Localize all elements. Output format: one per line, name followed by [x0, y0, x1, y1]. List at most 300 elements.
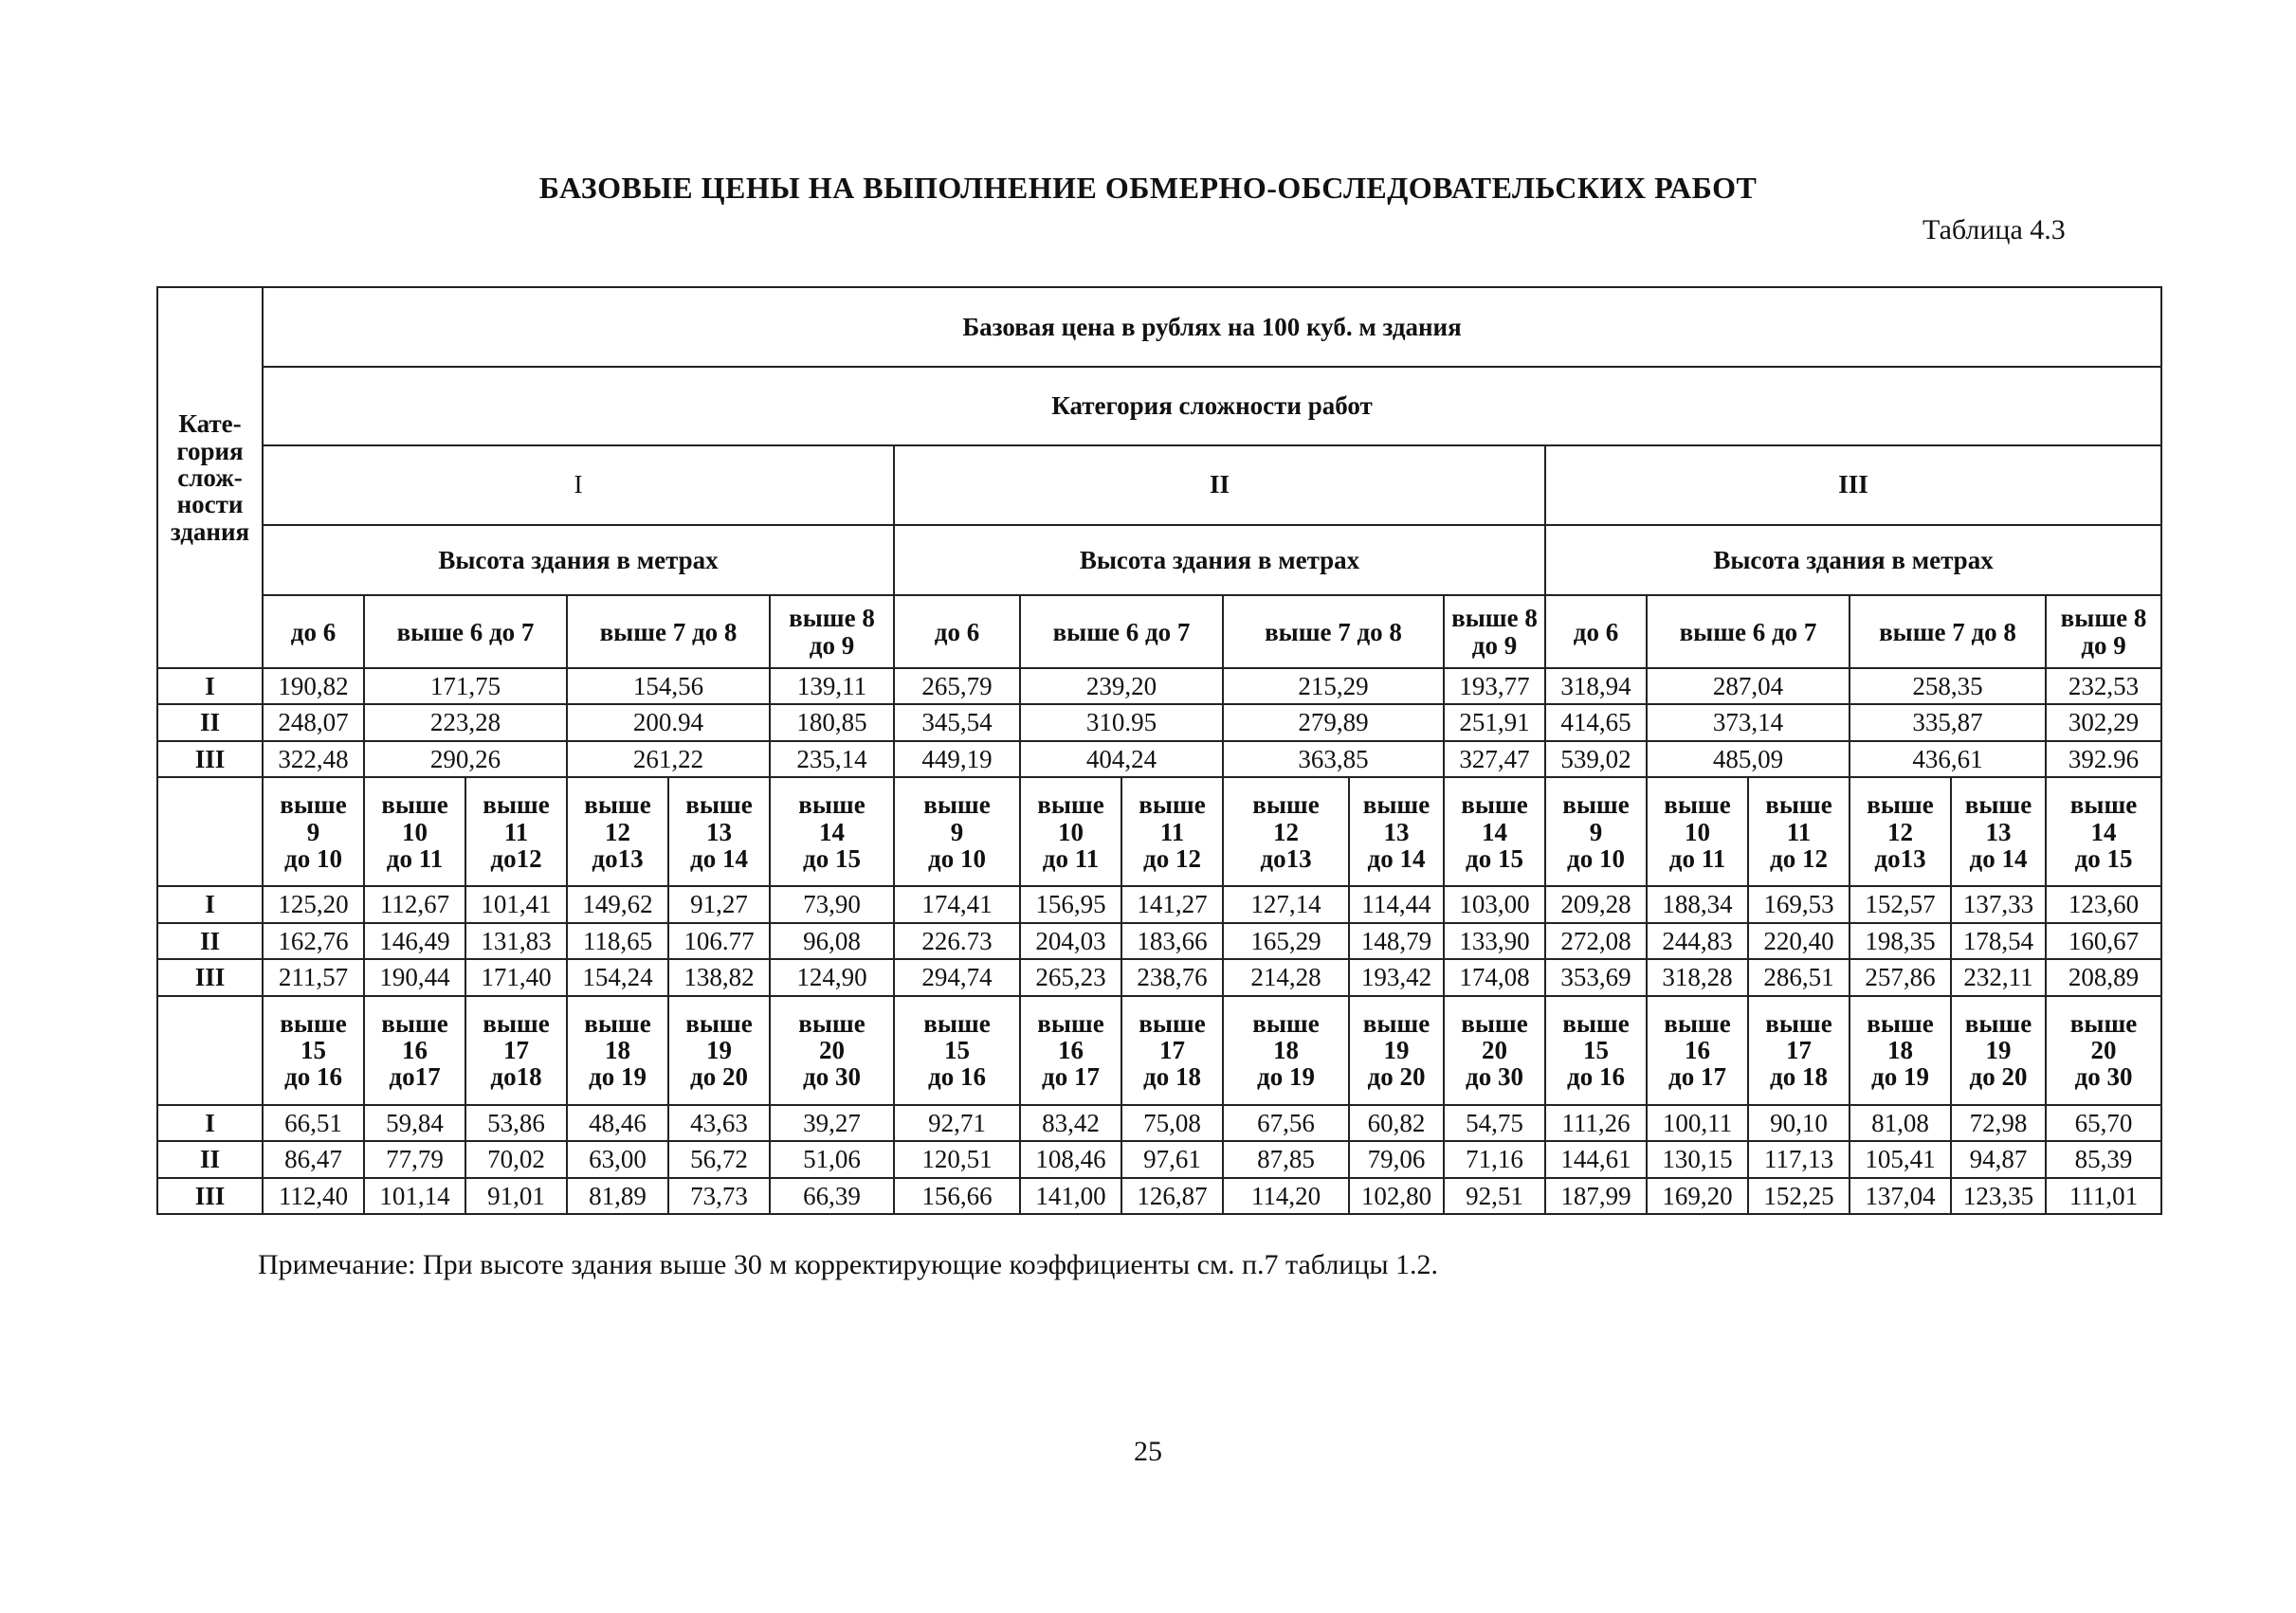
price-value: 112,67 [364, 886, 465, 922]
price-value: 83,42 [1020, 1105, 1121, 1141]
height-range-label [263, 777, 364, 886]
building-category-label: II [157, 923, 263, 959]
height-range-label [1444, 777, 1545, 886]
price-value: 105,41 [1850, 1141, 1951, 1177]
height-range-part: выше [280, 790, 347, 820]
height-range-part: 17 [1159, 1035, 1185, 1064]
table-label: Таблица 4.3 [1922, 214, 2066, 245]
price-value: 162,76 [263, 923, 364, 959]
price-value: 85,39 [2046, 1141, 2161, 1177]
height-range-label: до 6 [1545, 595, 1647, 668]
height-range-part: выше [1964, 790, 2032, 820]
height-range-part: 13 [706, 817, 732, 846]
price-value: 200.94 [567, 704, 770, 740]
price-value: 190,82 [263, 668, 364, 704]
price-value: 169,53 [1748, 886, 1850, 922]
price-value: 436,61 [1850, 741, 2046, 777]
height-range-part: выше [1252, 790, 1320, 820]
height-range-part: до13 [592, 843, 644, 873]
height-range-label [770, 996, 894, 1105]
price-value: 265,23 [1020, 959, 1121, 995]
height-range-part: выше [1562, 1008, 1630, 1038]
price-value: 353,69 [1545, 959, 1647, 995]
price-value: 265,79 [894, 668, 1020, 704]
data-row [157, 1141, 2161, 1177]
header-row-work-category [157, 367, 2161, 445]
price-value: 258,35 [1850, 668, 2046, 704]
height-range-part: до 20 [690, 1062, 748, 1092]
height-range-label [1748, 996, 1850, 1105]
building-category-header: Кате-гория слож-ности здания [157, 287, 263, 668]
height-range-label: до 6 [894, 595, 1020, 668]
header-row-ranges [157, 996, 2161, 1105]
building-category-label: I [157, 668, 263, 704]
height-range-part: 14 [2090, 817, 2117, 846]
height-range-part: выше [798, 790, 866, 820]
height-range-label [1748, 777, 1850, 886]
height-range-label: выше 8 до 9 [2046, 595, 2161, 668]
price-value: 165,29 [1223, 923, 1349, 959]
height-range-part: выше [1362, 790, 1430, 820]
price-value: 92,71 [894, 1105, 1020, 1141]
height-range-part: 11 [1786, 817, 1812, 846]
height-range-part: до 10 [928, 843, 986, 873]
price-value: 65,70 [2046, 1105, 2161, 1141]
price-value: 198,35 [1850, 923, 1951, 959]
building-category-label: III [157, 1178, 263, 1214]
data-row [157, 704, 2161, 740]
price-value: 214,28 [1223, 959, 1349, 995]
price-value: 102,80 [1349, 1178, 1444, 1214]
price-value: 327,47 [1444, 741, 1545, 777]
height-range-part: до 14 [1969, 843, 2028, 873]
price-value: 335,87 [1850, 704, 2046, 740]
height-range-part: до 17 [1668, 1062, 1726, 1092]
price-value: 79,06 [1349, 1141, 1444, 1177]
work-category-1: I [263, 445, 894, 525]
height-range-label [770, 777, 894, 886]
header-row-ranges [157, 777, 2161, 886]
height-range-label [668, 777, 770, 886]
price-value: 178,54 [1951, 923, 2046, 959]
height-range-part: 16 [402, 1035, 428, 1064]
height-range-part: выше [1562, 790, 1630, 820]
height-range-part: 9 [1589, 817, 1603, 846]
height-range-part: выше [381, 790, 448, 820]
price-value: 48,46 [567, 1105, 668, 1141]
price-value: 363,85 [1223, 741, 1444, 777]
price-value: 211,57 [263, 959, 364, 995]
price-value: 71,16 [1444, 1141, 1545, 1177]
height-range-part: выше [1867, 790, 1934, 820]
price-value: 232,53 [2046, 668, 2161, 704]
height-range-part: до 11 [386, 843, 444, 873]
height-range-label [567, 777, 668, 886]
price-value: 318,28 [1647, 959, 1748, 995]
height-range-part: 16 [1685, 1035, 1710, 1064]
price-value: 171,75 [364, 668, 567, 704]
price-value: 539,02 [1545, 741, 1647, 777]
height-range-part: до 19 [589, 1062, 647, 1092]
price-value: 127,14 [1223, 886, 1349, 922]
height-range-label [1121, 996, 1223, 1105]
height-range-label: выше 6 до 7 [1020, 595, 1223, 668]
price-value: 239,20 [1020, 668, 1223, 704]
height-range-part: до 10 [1567, 843, 1625, 873]
price-value: 294,74 [894, 959, 1020, 995]
price-value: 156,95 [1020, 886, 1121, 922]
price-value: 138,82 [668, 959, 770, 995]
price-value: 126,87 [1121, 1178, 1223, 1214]
height-range-label [364, 777, 465, 886]
height-range-part: 10 [402, 817, 428, 846]
height-range-part: 20 [1482, 1035, 1507, 1064]
price-value: 404,24 [1020, 741, 1223, 777]
height-range-part: выше [923, 1008, 991, 1038]
price-value: 286,51 [1748, 959, 1850, 995]
height-header: Высота здания в метрах [263, 525, 894, 596]
height-range-part: выше [1664, 1008, 1731, 1038]
price-value: 345,54 [894, 704, 1020, 740]
height-range-part: 20 [2090, 1035, 2117, 1064]
price-value: 70,02 [465, 1141, 567, 1177]
price-value: 209,28 [1545, 886, 1647, 922]
height-range-part: 12 [1887, 817, 1913, 846]
height-range-label [1951, 777, 2046, 886]
height-range-label [1951, 996, 2046, 1105]
height-range-part: 12 [1273, 817, 1299, 846]
data-row [157, 886, 2161, 922]
height-range-part: выше [1765, 790, 1832, 820]
height-range-label [1020, 996, 1121, 1105]
price-value: 124,90 [770, 959, 894, 995]
height-range-part: до12 [490, 843, 542, 873]
price-value: 322,48 [263, 741, 364, 777]
price-value: 118,65 [567, 923, 668, 959]
data-row [157, 1178, 2161, 1214]
height-range-part: выше [381, 1008, 448, 1038]
height-range-part: выше [1964, 1008, 2032, 1038]
price-value: 114,20 [1223, 1178, 1349, 1214]
building-category-label: III [157, 959, 263, 995]
height-range-label [1444, 996, 1545, 1105]
price-value: 248,07 [263, 704, 364, 740]
price-value: 39,27 [770, 1105, 894, 1141]
height-range-part: выше [2069, 790, 2138, 820]
price-value: 130,15 [1647, 1141, 1748, 1177]
price-value: 272,08 [1545, 923, 1647, 959]
price-value: 174,41 [894, 886, 1020, 922]
price-value: 146,49 [364, 923, 465, 959]
price-value: 485,09 [1647, 741, 1850, 777]
height-range-part: до 20 [1969, 1062, 2028, 1092]
height-range-part: 9 [306, 817, 320, 846]
empty-cell [157, 996, 263, 1105]
price-value: 96,08 [770, 923, 894, 959]
height-range-part: 12 [605, 817, 630, 846]
price-value: 54,75 [1444, 1105, 1545, 1141]
header-row-work-categories [157, 445, 2161, 525]
price-value: 290,26 [364, 741, 567, 777]
empty-cell [157, 777, 263, 886]
height-range-part: до 30 [1466, 1062, 1523, 1092]
price-value: 160,67 [2046, 923, 2161, 959]
height-range-part: 14 [819, 817, 845, 846]
height-range-label [1545, 996, 1647, 1105]
price-table-container [156, 286, 2147, 1215]
price-value: 90,10 [1748, 1105, 1850, 1141]
height-range-part: до 15 [1466, 843, 1523, 873]
height-range-label: выше 6 до 7 [364, 595, 567, 668]
footnote: Примечание: При высоте здания выше 30 м корректирующие коэффициенты см. п.7 таблицы 1.2. [258, 1249, 1439, 1280]
height-range-part: выше [685, 1008, 753, 1038]
work-category-3: III [1545, 445, 2161, 525]
height-header: Высота здания в метрах [894, 525, 1545, 596]
price-value: 141,27 [1121, 886, 1223, 922]
height-range-part: до 20 [1367, 1062, 1426, 1092]
price-value: 154,56 [567, 668, 770, 704]
price-value: 152,57 [1850, 886, 1951, 922]
price-value: 226.73 [894, 923, 1020, 959]
height-range-part: 9 [950, 817, 964, 846]
header-row-price [157, 287, 2161, 367]
height-range-part: выше [584, 790, 651, 820]
height-range-part: выше [798, 1008, 866, 1038]
height-range-label [465, 777, 567, 886]
price-value: 67,56 [1223, 1105, 1349, 1141]
price-value: 392.96 [2046, 741, 2161, 777]
height-header: Высота здания в метрах [1545, 525, 2161, 596]
price-value: 100,11 [1647, 1105, 1748, 1141]
height-range-label: выше 8 до 9 [770, 595, 894, 668]
price-value: 244,83 [1647, 923, 1748, 959]
height-range-part: 19 [1985, 1035, 2012, 1064]
height-range-part: выше [1664, 790, 1731, 820]
height-range-part: до 16 [1567, 1062, 1625, 1092]
price-value: 111,26 [1545, 1105, 1647, 1141]
height-range-part: выше [1139, 1008, 1206, 1038]
price-value: 149,62 [567, 886, 668, 922]
height-range-label [1223, 777, 1349, 886]
price-value: 154,24 [567, 959, 668, 995]
height-range-label: выше 7 до 8 [1223, 595, 1444, 668]
height-range-part: до 18 [1143, 1062, 1201, 1092]
height-range-part: до 11 [1668, 843, 1726, 873]
height-range-part: выше [1037, 790, 1104, 820]
height-range-part: 15 [1583, 1035, 1609, 1064]
height-range-part: до 10 [284, 843, 342, 873]
height-range-label [1020, 777, 1121, 886]
height-range-part: до13 [1260, 843, 1312, 873]
height-range-part: 15 [301, 1035, 326, 1064]
building-category-label: II [157, 1141, 263, 1177]
work-category-header: Категория сложности работ [263, 367, 2161, 445]
price-value: 94,87 [1951, 1141, 2046, 1177]
price-value: 72,98 [1951, 1105, 2046, 1141]
height-range-label [1647, 996, 1748, 1105]
price-value: 156,66 [894, 1178, 1020, 1214]
price-value: 123,35 [1951, 1178, 2046, 1214]
price-value: 91,27 [668, 886, 770, 922]
height-range-label: выше 7 до 8 [567, 595, 770, 668]
price-value: 232,11 [1951, 959, 2046, 995]
price-value: 238,76 [1121, 959, 1223, 995]
price-header: Базовая цена в рублях на 100 куб. м здания [263, 287, 2161, 367]
price-value: 174,08 [1444, 959, 1545, 995]
data-row [157, 668, 2161, 704]
data-row [157, 923, 2161, 959]
height-range-part: выше [2069, 1008, 2138, 1038]
height-range-label [1850, 777, 1951, 886]
height-range-part: 10 [1058, 817, 1084, 846]
price-value: 193,42 [1349, 959, 1444, 995]
price-value: 51,06 [770, 1141, 894, 1177]
height-range-part: выше [483, 1008, 550, 1038]
price-value: 60,82 [1349, 1105, 1444, 1141]
price-value: 81,08 [1850, 1105, 1951, 1141]
price-value: 120,51 [894, 1141, 1020, 1177]
price-value: 279,89 [1223, 704, 1444, 740]
height-range-part: 20 [819, 1035, 845, 1064]
height-range-part: до 30 [803, 1062, 861, 1092]
price-value: 91,01 [465, 1178, 567, 1214]
data-row [157, 741, 2161, 777]
price-value: 220,40 [1748, 923, 1850, 959]
work-category-2: II [894, 445, 1545, 525]
height-range-part: 19 [1383, 1035, 1410, 1064]
price-value: 101,14 [364, 1178, 465, 1214]
height-range-part: выше [483, 790, 550, 820]
price-value: 73,73 [668, 1178, 770, 1214]
building-category-label: II [157, 704, 263, 740]
height-range-label: выше 8 до 9 [1444, 595, 1545, 668]
height-range-label [1349, 777, 1444, 886]
price-value: 92,51 [1444, 1178, 1545, 1214]
height-range-label [1349, 996, 1444, 1105]
price-value: 106.77 [668, 923, 770, 959]
building-category-label: I [157, 886, 263, 922]
price-value: 223,28 [364, 704, 567, 740]
price-value: 235,14 [770, 741, 894, 777]
height-range-part: до 11 [1042, 843, 1100, 873]
height-range-label: выше 6 до 7 [1647, 595, 1850, 668]
height-range-part: 16 [1058, 1035, 1084, 1064]
price-value: 59,84 [364, 1105, 465, 1141]
height-range-label [465, 996, 567, 1105]
height-range-part: до13 [1874, 843, 1926, 873]
height-range-part: 11 [1159, 817, 1185, 846]
height-range-part: до 16 [928, 1062, 986, 1092]
height-range-label [263, 996, 364, 1105]
price-value: 97,61 [1121, 1141, 1223, 1177]
data-row [157, 1105, 2161, 1141]
price-value: 188,34 [1647, 886, 1748, 922]
price-value: 125,20 [263, 886, 364, 922]
height-range-label [668, 996, 770, 1105]
page-number: 25 [1134, 1436, 1162, 1467]
height-range-label [1223, 996, 1349, 1105]
price-value: 131,83 [465, 923, 567, 959]
height-range-label [364, 996, 465, 1105]
price-value: 139,11 [770, 668, 894, 704]
height-range-part: выше [1362, 1008, 1430, 1038]
height-range-label [894, 777, 1020, 886]
height-range-label [1545, 777, 1647, 886]
height-range-label: до 6 [263, 595, 364, 668]
height-range-part: выше [1037, 1008, 1104, 1038]
height-range-part: до18 [490, 1062, 542, 1092]
price-value: 318,94 [1545, 668, 1647, 704]
price-value: 112,40 [263, 1178, 364, 1214]
height-range-part: до 15 [2074, 843, 2133, 873]
price-value: 449,19 [894, 741, 1020, 777]
price-value: 66,51 [263, 1105, 364, 1141]
price-value: 152,25 [1748, 1178, 1850, 1214]
height-range-part: 17 [503, 1035, 529, 1064]
price-value: 111,01 [2046, 1178, 2161, 1214]
height-range-part: 18 [1887, 1035, 1913, 1064]
height-range-part: до17 [389, 1062, 441, 1092]
height-range-label [1647, 777, 1748, 886]
height-range-part: выше [584, 1008, 651, 1038]
height-range-label: выше 7 до 8 [1850, 595, 2046, 668]
height-range-part: выше [1765, 1008, 1832, 1038]
height-range-part: 11 [503, 817, 529, 846]
height-range-label [2046, 996, 2161, 1105]
data-row [157, 959, 2161, 995]
height-range-part: выше [1461, 790, 1528, 820]
price-value: 117,13 [1748, 1141, 1850, 1177]
price-value: 193,77 [1444, 668, 1545, 704]
price-value: 101,41 [465, 886, 567, 922]
building-category-label: I [157, 1105, 263, 1141]
price-value: 287,04 [1647, 668, 1850, 704]
price-value: 73,90 [770, 886, 894, 922]
price-value: 86,47 [263, 1141, 364, 1177]
price-value: 302,29 [2046, 704, 2161, 740]
price-value: 81,89 [567, 1178, 668, 1214]
height-range-part: 13 [1383, 817, 1410, 846]
price-value: 137,33 [1951, 886, 2046, 922]
price-value: 148,79 [1349, 923, 1444, 959]
height-range-part: выше [923, 790, 991, 820]
header-row-ranges-1 [157, 595, 2161, 668]
height-range-part: до 14 [1367, 843, 1426, 873]
price-value: 257,86 [1850, 959, 1951, 995]
price-value: 187,99 [1545, 1178, 1647, 1214]
price-value: 53,86 [465, 1105, 567, 1141]
height-range-part: 19 [706, 1035, 732, 1064]
price-value: 251,91 [1444, 704, 1545, 740]
price-value: 204,03 [1020, 923, 1121, 959]
height-range-part: выше [280, 1008, 347, 1038]
height-range-part: до 12 [1770, 843, 1828, 873]
price-value: 123,60 [2046, 886, 2161, 922]
page-title: БАЗОВЫЕ ЦЕНЫ НА ВЫПОЛНЕНИЕ ОБМЕРНО-ОБСЛЕДОВАТЕЛЬСКИХ РАБОТ [538, 171, 1758, 205]
height-range-part: до 18 [1770, 1062, 1828, 1092]
height-range-label [1850, 996, 1951, 1105]
price-value: 108,46 [1020, 1141, 1121, 1177]
height-range-part: 13 [1985, 817, 2012, 846]
price-value: 63,00 [567, 1141, 668, 1177]
height-range-part: до 17 [1042, 1062, 1100, 1092]
price-value: 77,79 [364, 1141, 465, 1177]
price-value: 310.95 [1020, 704, 1223, 740]
price-value: 66,39 [770, 1178, 894, 1214]
height-range-part: 14 [1482, 817, 1507, 846]
price-value: 103,00 [1444, 886, 1545, 922]
price-value: 171,40 [465, 959, 567, 995]
